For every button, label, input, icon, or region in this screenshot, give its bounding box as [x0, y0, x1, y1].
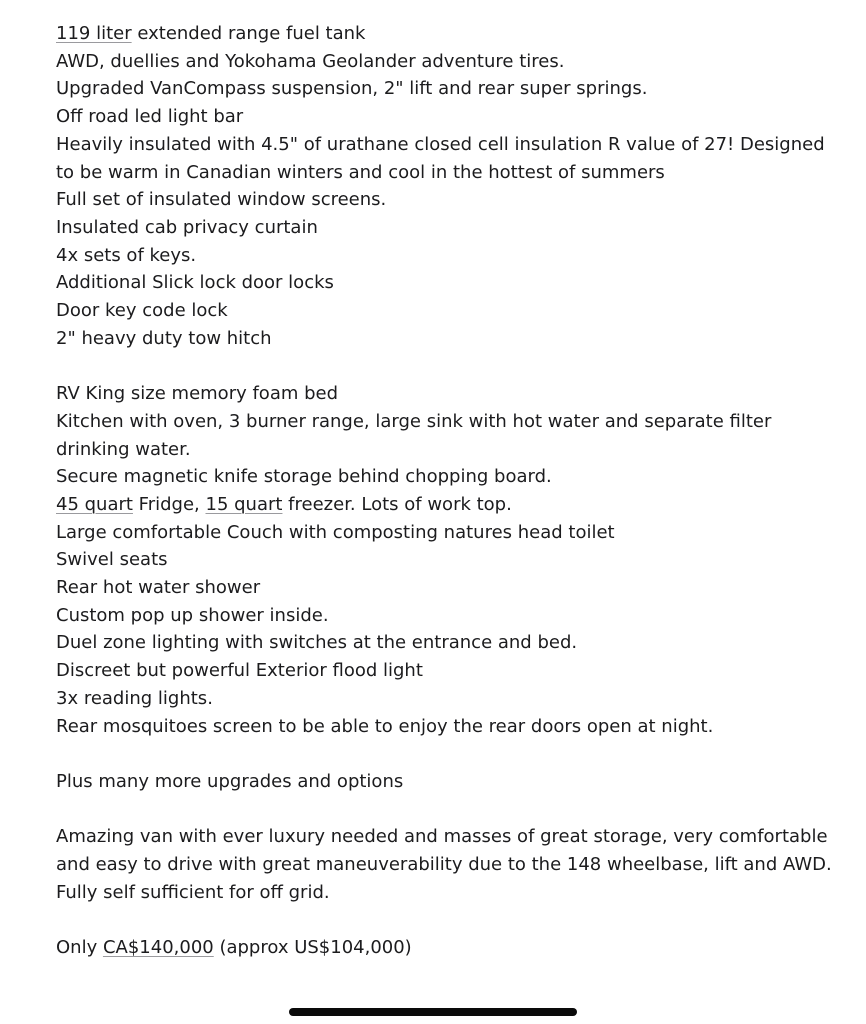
feature-line: Door key code lock [56, 300, 228, 322]
feature-line: Heavily insulated with 4.5" of urathane closed cell insulation R value of 27! Designed [56, 133, 825, 155]
price-line: Only CA$140,000 (approx US$104,000) [56, 937, 412, 959]
exterior-features-list [56, 20, 826, 352]
feature-line: to be warm in Canadian winters and cool in the hottest of summers [56, 161, 665, 183]
measurement-link[interactable]: 15 quart [205, 493, 283, 515]
feature-line: Insulated cab privacy curtain [56, 216, 318, 238]
more-upgrades-line: Plus many more upgrades and options [56, 770, 404, 792]
home-indicator-bar[interactable] [289, 1008, 577, 1016]
blank-line [56, 906, 826, 934]
blank-line [56, 352, 826, 380]
feature-line: 2" heavy duty tow hitch [56, 327, 272, 349]
feature-line: AWD, duellies and Yokohama Geolander adventure tires. [56, 50, 565, 72]
feature-line: Full set of insulated window screens. [56, 189, 387, 211]
price-link[interactable]: CA$140,000 [102, 937, 214, 959]
feature-line: Off road led light bar [56, 106, 244, 128]
summary-line: Amazing van with ever luxury needed and masses of great storage, very comfortable [56, 826, 828, 848]
feature-line: Rear hot water shower [56, 577, 261, 599]
summary-paragraph [56, 823, 832, 906]
note-body [56, 20, 832, 962]
feature-line: 4x sets of keys. [56, 244, 197, 266]
summary-line: Fully self sufficient for off grid. [56, 881, 330, 903]
feature-line: 3x reading lights. [56, 687, 213, 709]
feature-line: Secure magnetic knife storage behind chopping board. [56, 466, 552, 488]
feature-line-fuel-tank: 119 liter extended range fuel tank [56, 23, 366, 44]
feature-line-fridge: 45 quart Fridge, 15 quart freezer. Lots of work top. [56, 493, 512, 515]
feature-line: Upgraded VanCompass suspension, 2" lift and rear super springs. [56, 78, 648, 100]
blank-line [56, 796, 826, 824]
feature-line: Rear mosquitoes screen to be able to enjoy the rear doors open at night. [56, 715, 714, 737]
interior-features-list [56, 380, 826, 740]
feature-line: Swivel seats [56, 549, 168, 571]
feature-line: Additional Slick lock door locks [56, 272, 334, 294]
feature-line: Large comfortable Couch with composting natures head toilet [56, 521, 615, 543]
feature-line: RV King size memory foam bed [56, 383, 339, 405]
feature-line: Duel zone lighting with switches at the entrance and bed. [56, 632, 578, 654]
blank-line [56, 740, 826, 768]
measurement-link[interactable]: 119 liter [56, 23, 132, 44]
summary-line: and easy to drive with great maneuverability due to the 148 wheelbase, lift and AWD. [56, 854, 832, 876]
feature-line: Kitchen with oven, 3 burner range, large sink with hot water and separate filter [56, 410, 772, 432]
feature-line: drinking water. [56, 438, 191, 460]
feature-line: Discreet but powerful Exterior flood light [56, 660, 423, 682]
feature-line: Custom pop up shower inside. [56, 604, 329, 626]
measurement-link[interactable]: 45 quart [56, 493, 133, 515]
